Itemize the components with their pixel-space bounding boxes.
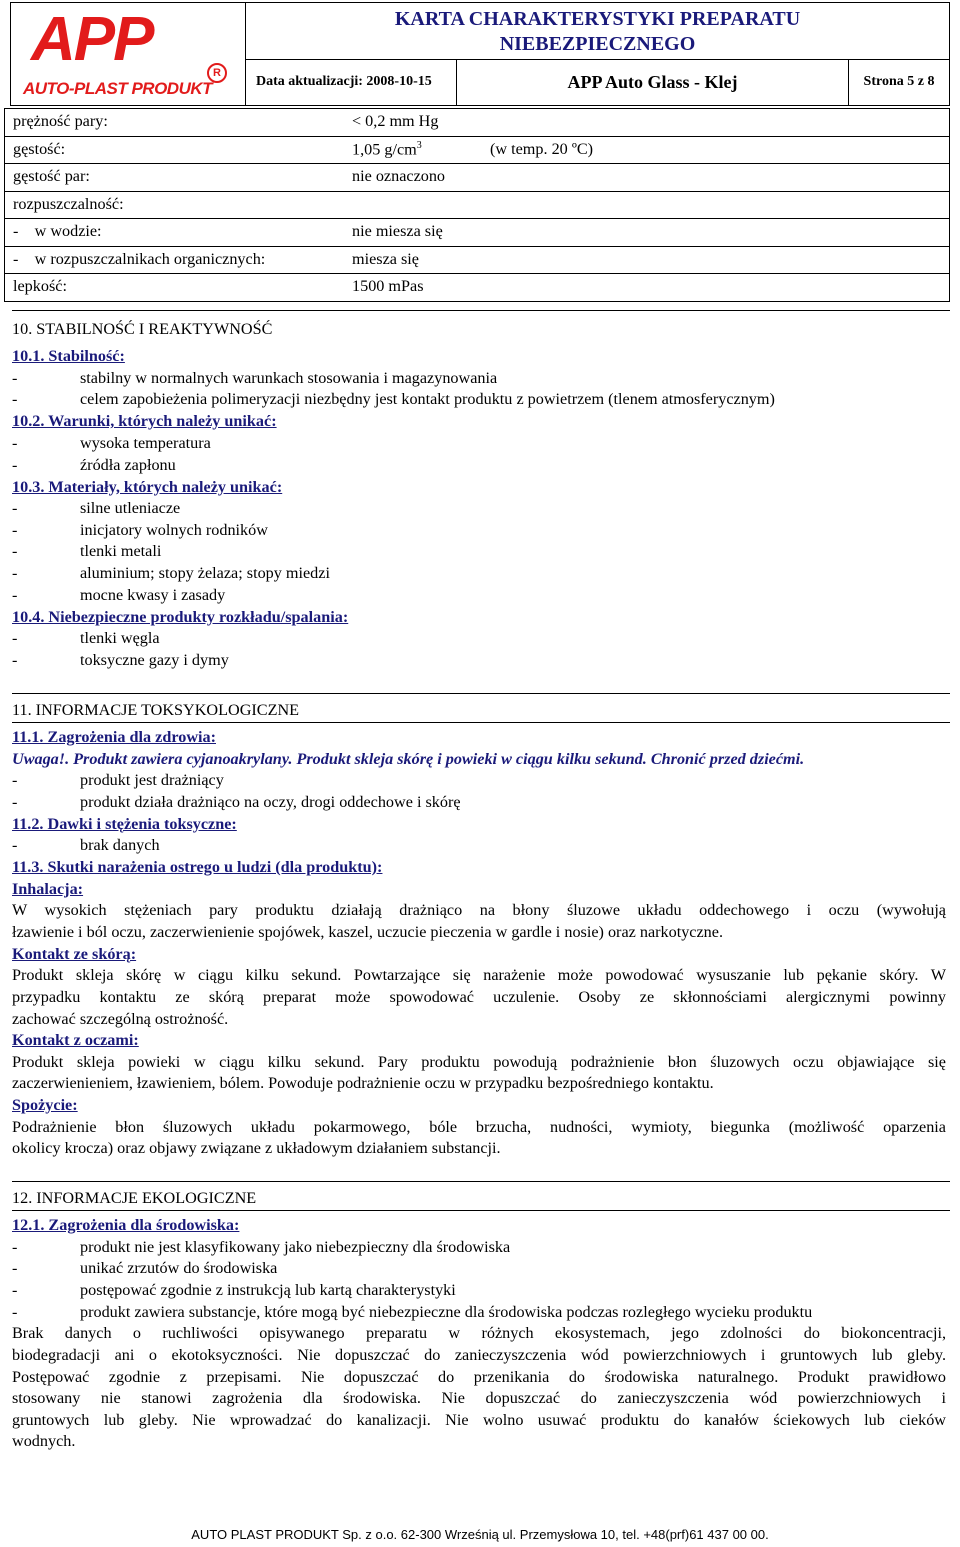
list-item: tlenki metali (80, 542, 162, 560)
bullet-dash: - (12, 793, 18, 811)
paragraph-line: W wysokich stężeniach pary produktu działają drażniąco na błony śluzowe układu oddechowego i oczu (wywołują (12, 901, 946, 919)
section-10-title: 10. STABILNOŚĆ I REAKTYWNOŚĆ (12, 320, 273, 338)
list-item: produkt jest drażniący (80, 771, 224, 789)
update-date: Data aktualizacji: 2008-10-15 (256, 74, 432, 89)
page-number: Strona 5 z 8 (863, 74, 935, 89)
properties-table (4, 108, 950, 302)
list-item: produkt zawiera substancje, które mogą być niebezpieczne dla środowiska podczas rozległego wycieku produktu (80, 1303, 813, 1321)
list-item: silne utleniacze (80, 499, 181, 517)
paragraph-line: zaczerwienieniem, łzawieniem, bólem. Powoduje podrażnienie oczu w przypadku bezpośredniego kontaktu. (12, 1074, 714, 1092)
subsection-11-1-title: 11.1. Zagrożenia dla zdrowia: (12, 728, 216, 746)
section-divider (12, 693, 950, 694)
paragraph-line: stosowany nie stanowi zagrożenia dla środowiska. Nie dopuszczać do zanieczyszczenia wód powierzchniowych i (12, 1389, 946, 1407)
table-row (5, 274, 950, 302)
property-label: - w rozpuszczalnikach organicznych: (13, 249, 266, 268)
list-item: toksyczne gazy i dymy (80, 651, 229, 669)
update-date-cell (245, 59, 457, 106)
bullet-dash: - (12, 629, 18, 647)
document-header (10, 2, 950, 106)
subsection-10-2-title: 10.2. Warunki, których należy unikać: (12, 412, 277, 430)
paragraph-line: Podrażnienie błon śluzowych układu pokarmowego, bóle brzucha, nudności, wymioty, biegunka (możliwość oparzenia (12, 1118, 946, 1136)
skin-contact-title: Kontakt ze skórą: (12, 945, 137, 963)
property-note: (w temp. 20 ºC) (490, 139, 594, 158)
property-label: prężność pary: (13, 112, 108, 131)
list-item: aluminium; stopy żelaza; stopy miedzi (80, 564, 330, 582)
property-value: miesza się (352, 249, 419, 268)
paragraph-line: okolicy krocza) oraz objawy związane z układowym działaniem substancji. (12, 1139, 501, 1157)
paragraph-line: zachować szczególną ostrożność. (12, 1010, 229, 1028)
list-item: produkt nie jest klasyfikowany jako niebezpieczny dla środowiska (80, 1238, 511, 1256)
table-row (5, 164, 950, 192)
list-item: brak danych (80, 836, 160, 854)
section-12-title: 12. INFORMACJE EKOLOGICZNE (12, 1189, 257, 1207)
table-row (5, 191, 950, 219)
bullet-dash: - (12, 651, 18, 669)
section-11-title: 11. INFORMACJE TOKSYKOLOGICZNE (12, 701, 300, 719)
paragraph-line: Brak danych o ruchliwości opisywanego preparatu w różnych ekosystemach, jego zdolności do biokoncentracji, (12, 1324, 946, 1342)
product-name-cell (456, 59, 849, 106)
section-divider (12, 310, 950, 311)
list-item: tlenki węgla (80, 629, 160, 647)
property-value: 1,05 $g/cm^3$ (352, 139, 422, 159)
subsection-12-1-title: 12.1. Zagrożenia dla środowiska: (12, 1216, 240, 1234)
property-label: - w wodzie: (13, 222, 102, 241)
page-footer: AUTO PLAST PRODUKT Sp. z o.o. 62-300 Wrześnią ul. Przemysłowa 10, tel. +48(prf)61 437 00 00. (191, 1527, 769, 1542)
property-value: < 0,2 mm Hg (352, 112, 439, 131)
table-row (5, 109, 950, 137)
bullet-dash: - (12, 771, 18, 789)
registered-mark-icon: R (207, 63, 227, 83)
list-item: stabilny w normalnych warunkach stosowania i magazynowania (80, 369, 498, 387)
table-row (5, 219, 950, 247)
warning-text: Uwaga!. Produkt zawiera cyjanoakrylany. Produkt skleja skórę i powieki w ciągu kilku sekund. Chronić przed dziećmi. (12, 750, 805, 768)
section-divider (12, 1181, 950, 1182)
ingestion-title: Spożycie: (12, 1096, 78, 1114)
bullet-dash: - (12, 1281, 18, 1299)
title-line-2: NIEBEZPIECZNEGO (499, 33, 696, 55)
table-row (5, 136, 950, 164)
document-title (245, 2, 950, 60)
eye-contact-title: Kontakt z oczami: (12, 1031, 139, 1049)
bullet-dash: - (12, 521, 18, 539)
bullet-dash: - (12, 390, 18, 408)
section-divider (12, 722, 950, 723)
paragraph-line: przypadku kontaktu ze skórą preparat może spowodować uczulenie. Osoby ze skłonnościami alergicznymi powinny (12, 988, 946, 1006)
inhalation-title: Inhalacja: (12, 880, 84, 898)
bullet-dash: - (12, 564, 18, 582)
title-line-1: KARTA CHARAKTERYSTYKI PREPARATU (394, 8, 801, 30)
logo-cell (10, 2, 246, 106)
paragraph-line: Produkt skleja skórę w ciągu kilku sekund. Powtarzające się narażenie może powodować wysuszanie lub pękanie skóry. W (12, 966, 946, 984)
list-item: mocne kwasy i zasady (80, 586, 226, 604)
property-value: nie oznaczono (352, 167, 446, 186)
bullet-dash: - (12, 456, 18, 474)
page-number-cell (848, 59, 950, 106)
property-label: rozpuszczalność: (13, 194, 124, 213)
bullet-dash: - (12, 542, 18, 560)
bullet-dash: - (12, 1303, 18, 1321)
paragraph-line: wodnych. (12, 1432, 76, 1450)
paragraph-line: Produkt skleja powieki w ciągu kilku sekund. Pary produktu powodują podrażnienie błon śluzowych oczu objawiające się (12, 1053, 946, 1071)
bullet-dash: - (12, 1259, 18, 1277)
section-divider (12, 1210, 950, 1211)
list-item: celem zapobieżenia polimeryzacji niezbędny jest kontakt produktu z powietrzem (tlenem atmosferycznym) (80, 390, 775, 408)
property-value: nie miesza się (352, 222, 443, 241)
list-item: unikać zrzutów do środowiska (80, 1259, 278, 1277)
bullet-dash: - (12, 586, 18, 604)
list-item: wysoka temperatura (80, 434, 211, 452)
property-label: lepkość: (13, 277, 67, 296)
subsection-10-1-title: 10.1. Stabilność: (12, 347, 125, 365)
bullet-dash: - (12, 499, 18, 517)
bullet-dash: - (12, 836, 18, 854)
bullet-dash: - (12, 434, 18, 452)
paragraph-line: gruntowych lub gleby. Nie wprowadzać do kanalizacji. Nie wolno usuwać produktu do kanałów ściekowych lub cieków (12, 1411, 946, 1429)
subsection-11-2-title: 11.2. Dawki i stężenia toksyczne: (12, 815, 237, 833)
property-label: gęstość: (13, 139, 66, 158)
app-logo: APP (31, 5, 153, 74)
subsection-10-3-title: 10.3. Materiały, których należy unikać: (12, 478, 283, 496)
list-item: inicjatory wolnych rodników (80, 521, 268, 539)
paragraph-line: biodegradacji ani o ekotoksyczności. Nie dopuszczać do zanieczyszczenia wód powierzchniowych i gruntowych lub gleby. (12, 1346, 946, 1364)
subsection-10-4-title: 10.4. Niebezpieczne produkty rozkładu/spalania: (12, 608, 349, 626)
paragraph-line: Postępować zgodnie z przepisami. Nie dopuszczać do przenikania do środowiska naturalnego. Produkt prawidłowo (12, 1368, 946, 1386)
superscript: 3 (416, 139, 422, 151)
product-name: APP Auto Glass - Klej (567, 72, 738, 92)
list-item: produkt działa drażniąco na oczy, drogi oddechowe i skórę (80, 793, 461, 811)
property-value: 1500 mPas (352, 277, 424, 296)
subsection-11-3-title: 11.3. Skutki narażenia ostrego u ludzi (dla produktu): (12, 858, 383, 876)
list-item: źródła zapłonu (80, 456, 176, 474)
list-item: postępować zgodnie z instrukcją lub kartą charakterystyki (80, 1281, 456, 1299)
table-row (5, 246, 950, 274)
paragraph-line: łzawienie i ból oczu, zaczerwienienie spojówek, kaszel, uczucie pieczenia w gardle i nosie) oraz narkotyczne. (12, 923, 724, 941)
logo-subtitle: AUTO-PLAST PRODUKT (23, 79, 213, 98)
property-label: gęstość par: (13, 167, 90, 186)
bullet-dash: - (12, 1238, 18, 1256)
bullet-dash: - (12, 369, 18, 387)
